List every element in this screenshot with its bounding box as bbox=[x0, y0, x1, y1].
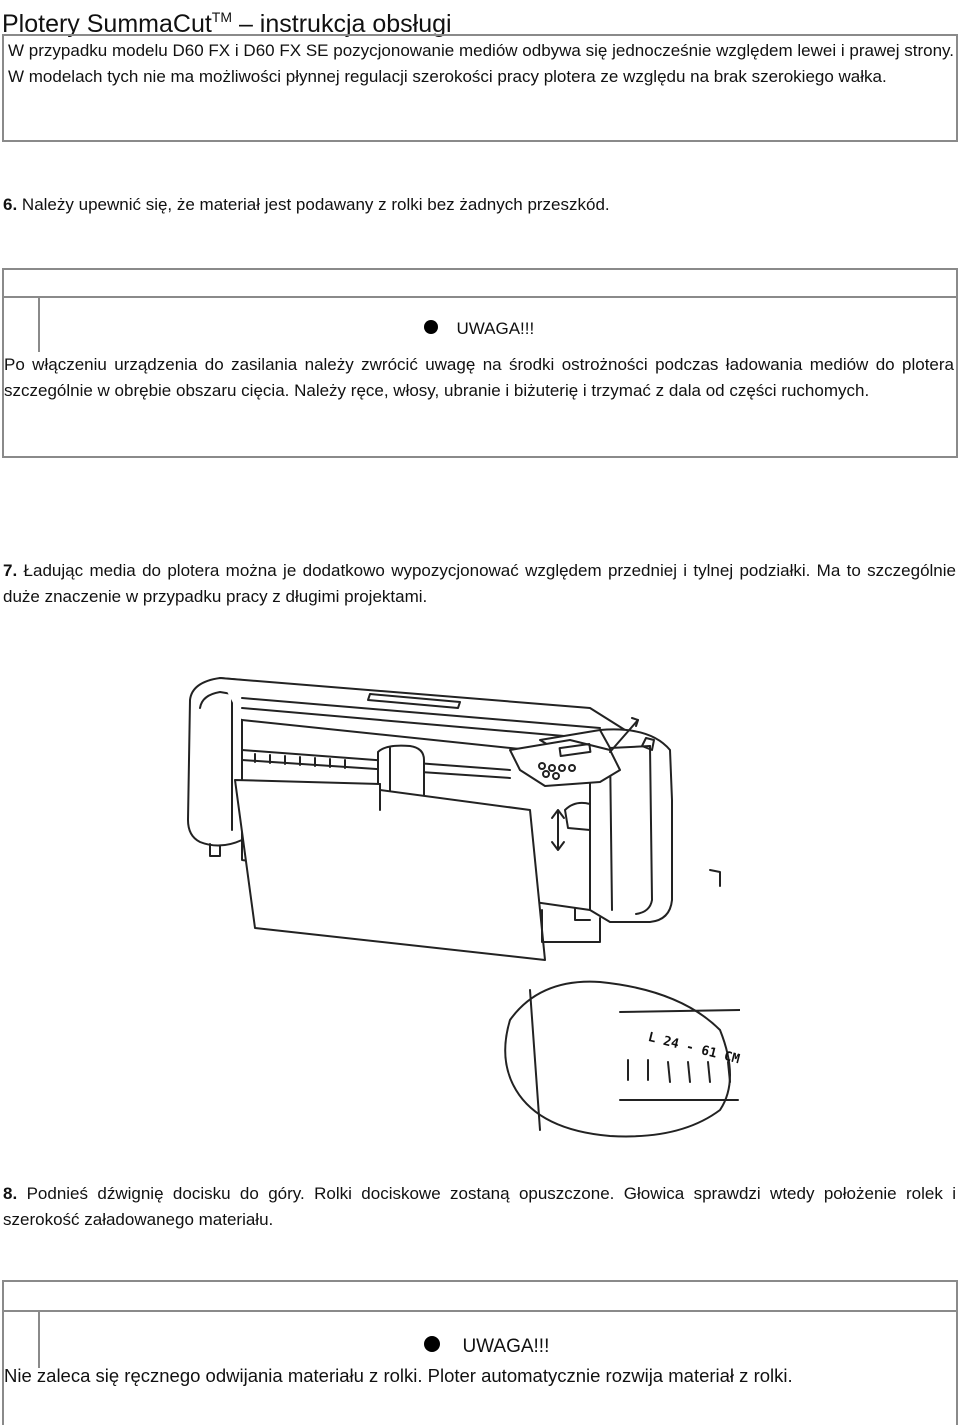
warning-text: Po włączeniu urządzenia do zasilania należy zwrócić uwagę na środki ostrożności podczas ładowania mediów do plotera szczególnie w obrębie obszaru cięcia. Należy ręce, włosy, ubranie i biżuterię i trzymać z dala od części ruchomych. bbox=[4, 355, 954, 400]
warning-box bbox=[2, 268, 958, 458]
bullet-icon bbox=[424, 320, 438, 334]
page-title: Plotery SummaCut™ – instrukcja obsługi bbox=[2, 9, 452, 38]
step-number: 6. bbox=[3, 195, 18, 214]
info-box bbox=[2, 34, 958, 142]
warning-box-2 bbox=[2, 1280, 958, 1425]
warning-label: UWAGA!!! bbox=[456, 319, 535, 338]
step-6 bbox=[3, 192, 953, 218]
step-number: 8. bbox=[3, 1184, 18, 1203]
step-text: Ładując media do plotera można je dodatkowo wypozycjonować względem przedniej i tylnej podziałki. Ma to szczególnie duże znaczenie w przypadku pracy z długimi projektami. bbox=[3, 561, 956, 606]
warning-heading bbox=[424, 1336, 549, 1358]
media-sheet bbox=[235, 780, 545, 960]
bullet-icon bbox=[424, 1336, 440, 1352]
scale-label: L 24 - 61 CM bbox=[646, 1030, 742, 1068]
info-box-text: W przypadku modelu D60 FX i D60 FX SE pozycjonowanie mediów odbywa się jednocześnie względem lewei i prawej strony. W modelach tych nie ma możliwości płynnej regulacji szerokości pracy plotera ze względu na brak szerokiego wałka. bbox=[8, 41, 954, 86]
trademark-superscript: TM bbox=[211, 9, 233, 25]
warning-text: Nie zaleca się ręcznego odwijania materiału z rolki. Ploter automatycznie rozwija materiał z rolki. bbox=[4, 1365, 793, 1386]
plotter-illustration bbox=[180, 660, 740, 1140]
step-number: 7. bbox=[3, 561, 18, 580]
warning-label: UWAGA!!! bbox=[462, 1336, 550, 1357]
warning-heading bbox=[424, 318, 534, 340]
step-7 bbox=[3, 558, 956, 610]
step-text: Podnieś dźwignię docisku do góry. Rolki dociskowe zostaną opuszczone. Głowica sprawdzi wtedy położenie rolek i szerokość załadowanego materiału. bbox=[3, 1184, 957, 1229]
step-8 bbox=[3, 1181, 956, 1233]
step-text: Należy upewnić się, że materiał jest podawany z rolki bez żadnych przeszkód. bbox=[21, 195, 610, 214]
